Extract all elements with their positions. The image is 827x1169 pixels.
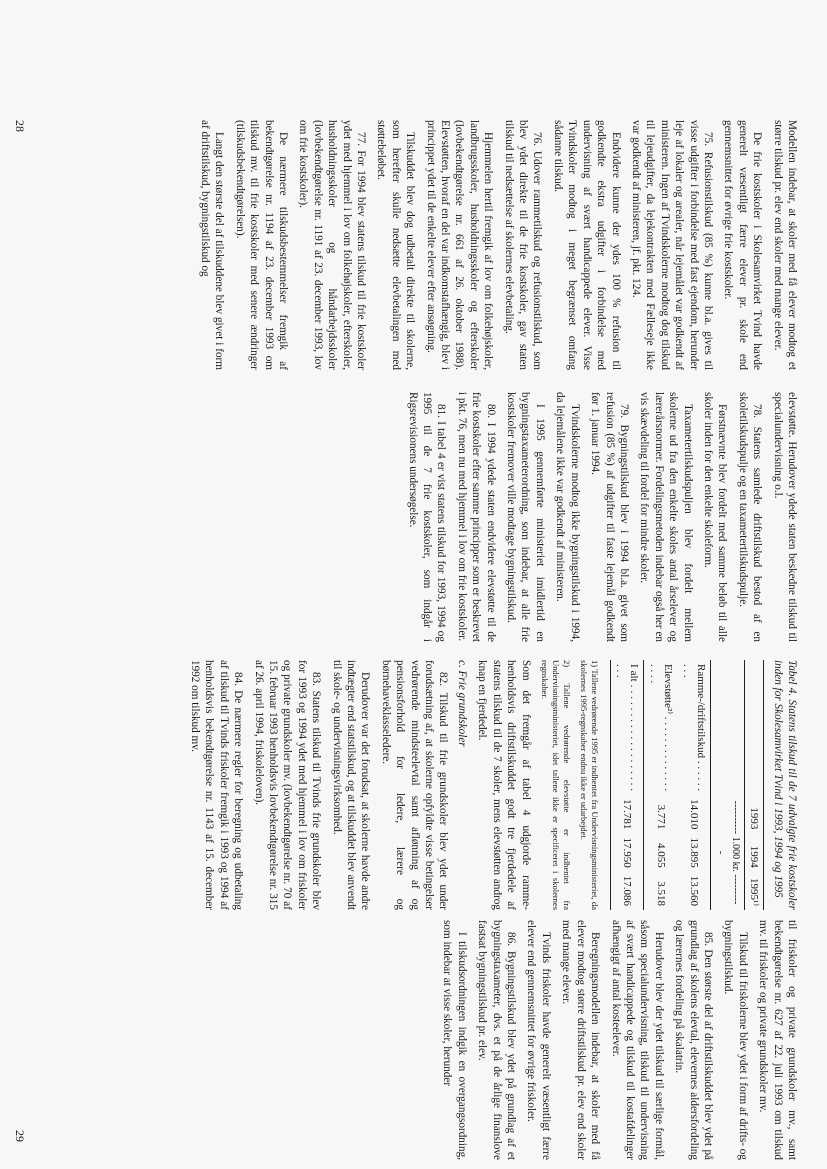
paragraph: 81. I tabel 4 er vist statens tilskud for 1993, 1994 og 1995 til de 7 frie kostskoler, som indgår i Rigsrevisionens undersøgelse. xyxy=(406,392,448,642)
table-header: 1995¹⁾ xyxy=(744,872,763,910)
row-label: Ramme-/driftstilskud . . . . . . . . . xyxy=(680,664,707,792)
table-header: 1994 xyxy=(744,833,763,871)
paragraph: Endvidere kunne der ydes 100 % refusion til godkendte ekstra udgifter i forbindelse med undervisning af svært handicappede elever. Visse Tvindskoler modtog i meget begrænset omfang sådanne tilskud. xyxy=(551,120,622,370)
footnote: 2) Tallene vedrørende elevstøtte er indhentet fra Undervisningsministeriet, idet tallene ikke er specificeret i skolernes regnskaber. xyxy=(539,660,572,910)
paragraph: 86. Bygningstilskud blev ydet på grundlag af et bygningstaxameter, dvs. et på de årlige finanslove fastsat bygningstilskud pr. elev. xyxy=(476,920,518,1160)
text-column-4 xyxy=(434,920,799,1160)
table-caption: Tabel 4. Statens tilskud til de 7 udvalgte frie kostskoler inden for Skolesamvirket Tvind i 1993, 1994 og 1995 xyxy=(771,660,798,910)
text-column-1 xyxy=(192,120,799,370)
paragraph: til friskoler og private grundskoler mv., samt bekendtgørelse nr. 627 af 22. juli 1993 om tilskud mv. til friskoler og private grundskoler mv. xyxy=(757,920,798,1160)
section-heading: c. Frie grundskoler xyxy=(455,660,468,747)
paragraph: 80. I 1994 ydede staten endvidere elevstøtte til de frie kostskoler efter samme principper som er beskrevet i pkt. 76, men nu med hjemmel i lov om frie kostskoler. xyxy=(455,392,497,642)
table-total-row xyxy=(610,660,644,910)
cell: 17.950 xyxy=(610,833,644,871)
cell: 17.086 xyxy=(610,872,644,910)
paragraph: Derudover var det forudsat, at skolerne havde andre indtægter end statstilskud, og at tilskuddet blev anvendt til skole- og undervisningsvirksomhed. xyxy=(330,660,372,910)
paragraph: 83. Statens tilskud til Tvinds frie grundskoler blev for 1993 og 1994 ydet med hjemmel i lov om friskoler og private grundskoler mv. (lovbekendtgørelse nr. 70 af 15. februar 1993 henholdsvis lovbekendtgørelse nr. 315 af 26. april 1994, friskoleloven). xyxy=(252,660,323,910)
paragraph: De nærmere tilskudsbestemmelser fremgik af bekendtgørelse nr. 1194 af 23. december 1993 om tilskud mv. til frie kostskoler med senere ændringer (tilskudsbekendtgørelsen). xyxy=(233,120,289,370)
cell: 13.895 xyxy=(687,837,700,868)
page-number-right: 29 xyxy=(13,1130,27,1142)
table-header: 1993 xyxy=(744,795,763,833)
paragraph: 76. Udover rammetilskud og refusionstilskud, som blev ydet direkte til de frie kostskoler, gav staten tilskud til nedsættelse af skolernes elevbetaling. xyxy=(502,120,544,370)
table-4 xyxy=(610,660,765,910)
table-header xyxy=(744,660,763,795)
paragraph: Herudover blev der ydet tilskud til særlige formål, såsom specialundervisning, tilskud til undervisning af svært handicappede og tilskud til kostafdelinger afhængigt af antal kosteelever. xyxy=(609,920,665,1160)
page-number-left: 28 xyxy=(13,120,27,132)
cell: 17.781 xyxy=(610,795,644,833)
paragraph: 85. Den største del af driftstilskuddet blev ydet på grundlag af skolens elevtal, elevernes aldersfordeling og lærernes fordeling på skalatrin. xyxy=(673,920,714,1160)
paragraph: Tvindskolerne modtog ikke bygningstilskud i 1994, da lejemålene ikke var godkendt af ministeren. xyxy=(554,392,581,642)
table-row xyxy=(677,660,710,910)
text-column-2 xyxy=(399,392,799,642)
cell: 3.518 xyxy=(654,881,667,906)
paragraph: 79. Bygningstilskud blev i 1994 bl.a. givet som refusion (85 %) af udgifter til faste lejemål godkendt før 1. januar 1994. xyxy=(589,392,630,642)
paragraph: De frie kostskoler i Skolesamvirket Tvind havde generelt væsentligt færre elever pr. skole end gennemsnittet for øvrige frie kostskoler. xyxy=(722,120,764,370)
paragraph: 82. Tilskud til frie grundskoler blev ydet under forudsætning af, at skolerne opfyldte visse betingelser vedrørende mindsteelevtal samt aflønning af og pensionsforhold for ledere, lærere og børnehaveklasseledere. xyxy=(379,660,450,910)
table-unit: ---------- 1.000 kr. ---------- xyxy=(710,795,744,910)
paragraph: Taxametertilskudspuljen blev fordelt mellem skolerne ud fra den enkelte skoles antal årselever og lærerårsnormer. Fordelingsmetoden indebar også her en vis skævdeling til fordel for mindre skoler. xyxy=(638,392,694,642)
paragraph: Som det fremgår af tabel 4 udgjorde ramme- henholdsvis driftstilskuddet godt tre fjerdedele af statens tilskud til de 7 skoler, mens elevstøtten androg knap en fjerdedel. xyxy=(476,660,532,910)
paragraph: I tilskudsordningen indgik en overgangsordning, som indebar at visse skoler, herunder xyxy=(441,920,468,1160)
paragraph: Tilskud til friskolerne blev ydet i form af drifts- og bygningstilskud. xyxy=(722,920,749,1160)
cell: 14.010 xyxy=(687,799,700,830)
paragraph: 78. Statens samlede driftstilskud bestod af en skoletilskudspulje og en taxametertilskudspulje. xyxy=(736,392,764,642)
cell: 3.771 xyxy=(654,804,667,830)
row-label: I alt . . . . . . . . . . . . . . . . . . . . . . xyxy=(610,660,644,795)
cell: 13.560 xyxy=(687,875,700,906)
paragraph: elevstøtte. Herudover ydede staten beskedne tilskud til specialundervisning o.l. xyxy=(771,392,798,642)
paragraph: Langt den største del af tilskuddene blev givet i form af driftstilskud, bygningstilskud og xyxy=(198,120,226,370)
paragraph: Tvinds friskoler havde generelt væsentligt færre elever end gennemsnittet for øvrige friskoler. xyxy=(525,920,552,1160)
paragraph: 75. Refusionstilskud (85 %) kunne bl.a. gives til visse udgifter i forbindelse med fast ejendom, herunder leje af lokaler og arealer, når lejemålet var godkendt af ministeren. Ingen af Tvindskolerne modtog dog tilskud til lejeudgifter, da lejekontrakten med Fælleseje ikke var godkendt af ministeren, jf. pkt. 124. xyxy=(629,120,714,370)
cell: 4.055 xyxy=(654,842,667,868)
paragraph: Hjemmelen hertil fremgik af lov om folkehøjskoler, landbrugsskoler, husholdningsskoler og efterskoler (lovbekendtgørelse nr. 661 af 26. oktober 1988). Elevstøtten, hvoraf en del var indkomstafhængig, blev i princippet ydet til de enkelte elever efter ansøgning. xyxy=(424,120,495,370)
text-column-3 xyxy=(182,660,799,910)
row-label: Elevstøtte²⁾ . . . . . . . . . . . . . . . . . . xyxy=(647,664,675,792)
paragraph: Modellen indebar, at skoler med få elever modtog et større tilskud pr. elev end skoler med mange elever. xyxy=(771,120,798,370)
paragraph: 77. For 1994 blev statens tilskud til frie kostskoler ydet med hjemmel i lov om folkehøjskoler, efterskoler, husholdningsskoler og håndarbejdsskoler (lovbekendtgørelse nr. 1191 af 23. december 1993, lov om frie kostskoler). xyxy=(297,120,368,370)
paragraph: Beregningsmodellen indebar, at skoler med få elever modtog større driftstilskud pr. elev end skoler med mange elever. xyxy=(560,920,602,1160)
paragraph: Tilskuddet blev dog udbetalt direkte til skolerne, som herefter skulle nedsætte elevbetalingen med støttebeløbet. xyxy=(375,120,417,370)
paragraph: I 1995 gennemførte ministeriet imidlertid en bygningstaxameterordning, som indebar, at alle frie kostskoler fremover ville modtage bygningstilskud. xyxy=(505,392,546,642)
paragraph: Førstnævnte blev fordelt med samme beløb til alle skoler inden for den enkelte skoleform. xyxy=(701,392,729,642)
paragraph: 84. De nærmere regler for beregning og udbetaling af tilskud til Tvinds friskoler fremgik i 1993 og 1994 af henholdsvis bekendtgørelse nr. 1143 af 15. december 1992 om tilskud mv. xyxy=(189,660,245,910)
footnote: 1) Tallene vedrørende 1995 er indhentet fra Undervisningsministeriet, da skolernes 1995-regnskaber endnu ikke er udarbejdet. xyxy=(578,660,600,910)
table-row xyxy=(644,660,677,910)
